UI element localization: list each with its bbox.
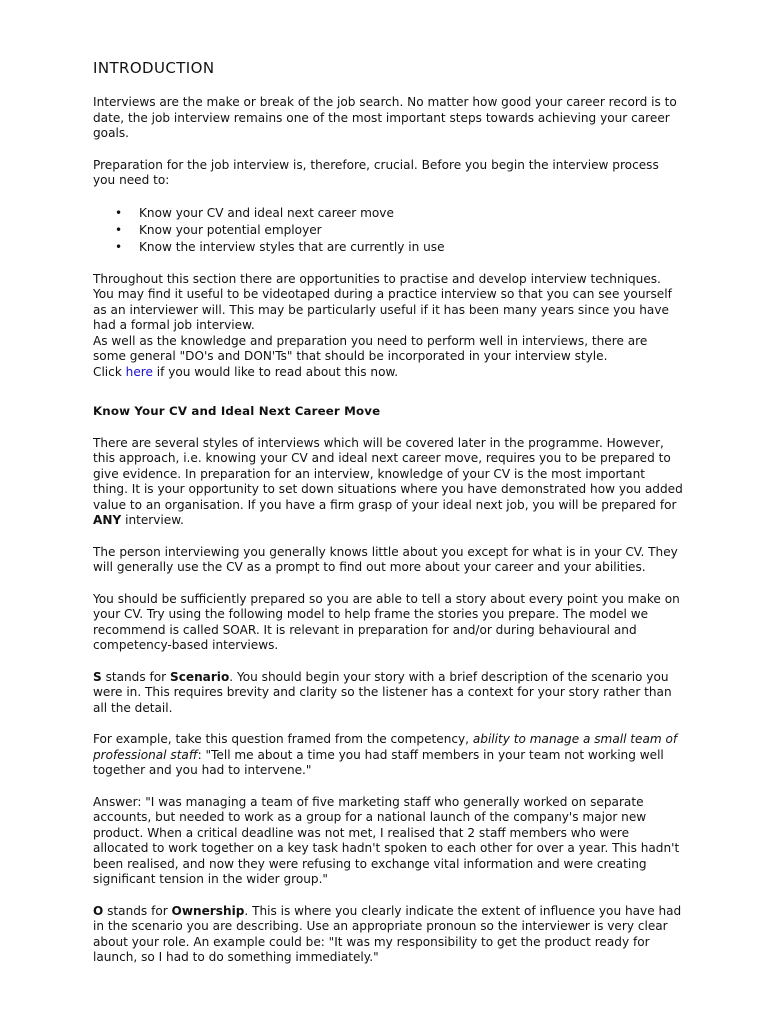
answer-paragraph: Answer: "I was managing a team of five marketing staff who generally worked on separate accounts, but needed to work as a group for a national launch of the company's major new product. When a critical deadline was not met, I realised that 2 staff members who were allocated to work together on a key task hadn't spoken to each other for over a year. This hadn't been realised, and now they were refusing to exchange vital information and were creating significant tension in the wider group." bbox=[93, 794, 680, 886]
click-suffix: if you would like to read about this now. bbox=[152, 364, 399, 379]
list-item bbox=[93, 222, 683, 239]
competency-italic: ability to manage a small team of professional staff bbox=[93, 732, 678, 762]
practise-paragraph: Throughout this section there are opportunities to practise and develop interview techniques. You may find it useful to be videotaped during a practice interview so that you can see yourself as an interviewer will. This may be particularly useful if it has been many years since you have had a formal job interview. bbox=[93, 271, 672, 332]
here-link[interactable]: here bbox=[125, 364, 153, 379]
list-item-text: Know the interview styles that are currently in use bbox=[139, 239, 445, 254]
o-stands-for: stands for bbox=[103, 903, 172, 918]
list-item-text: Know your CV and ideal next career move bbox=[139, 205, 394, 220]
example-question: : "Tell me about a time you had staff members in your team not working well together and you had to intervene." bbox=[93, 747, 664, 777]
click-here-paragraph bbox=[93, 365, 683, 381]
styles-text: There are several styles of interviews which will be covered later in the programme. However, this approach, i.e. knowing your CV and ideal next career move, requires you to be prepared to give evidence. In preparation for an interview, knowledge of your CV is the most important thing. It is your opportunity to set down situations where you have demonstrated how you added value to an organisation. If you have a firm grasp of your ideal next job, you will be prepared for bbox=[93, 435, 683, 512]
ownership-paragraph bbox=[93, 904, 683, 966]
example-prefix: For example, take this question framed from the competency, bbox=[93, 732, 473, 746]
section-heading: Know Your CV and Ideal Next Career Move bbox=[93, 404, 381, 418]
list-item bbox=[93, 239, 683, 256]
bullet-icon: • bbox=[115, 239, 123, 254]
list-item bbox=[93, 205, 683, 222]
s-stands-for: stands for bbox=[101, 669, 170, 684]
o-letter: O bbox=[93, 903, 104, 918]
ownership-term: Ownership bbox=[171, 903, 245, 918]
list-item-text: Know your potential employer bbox=[139, 222, 322, 237]
styles-text-end: interview. bbox=[121, 513, 184, 527]
example-paragraph bbox=[93, 732, 683, 779]
interview-styles-paragraph bbox=[93, 436, 683, 529]
s-letter: S bbox=[93, 669, 102, 684]
ownership-text: . This is where you clearly indicate the extent of influence you have had in the scenario you are describing. Use an appropriate pronoun so the interviewer is very clear about your role. An example could be: "It was my responsibility to get the product ready for launch, so I had to do something immediately." bbox=[93, 903, 682, 964]
preparation-paragraph: Preparation for the job interview is, therefore, crucial. Before you begin the interview process you need to: bbox=[93, 157, 659, 187]
dos-donts-paragraph: As well as the knowledge and preparation you need to perform well in interviews, there are some general "DO's and DON'Ts" that should be incorporated in your interview style. bbox=[93, 333, 648, 363]
intro-paragraph: Interviews are the make or break of the job search. No matter how good your career record is to date, the job interview remains one of the most important steps towards achieving your career goals. bbox=[93, 95, 677, 140]
interviewer-paragraph: The person interviewing you generally knows little about you except for what is in your CV. They will generally use the CV as a prompt to find out more about your career and your abilities. bbox=[93, 544, 678, 574]
click-prefix: Click bbox=[93, 364, 126, 379]
soar-paragraph: You should be sufficiently prepared so you are able to tell a story about every point you make on your CV. Try using the following model to help frame the stories you prepare. The model we recommend is called SOAR. It is relevant in preparation for and/or during behavioural and competency-based interviews. bbox=[93, 591, 680, 652]
bullet-icon: • bbox=[115, 222, 123, 237]
scenario-term: Scenario bbox=[169, 669, 230, 684]
scenario-paragraph bbox=[93, 670, 683, 717]
any-emphasis: ANY bbox=[93, 513, 122, 527]
scenario-text: . You should begin your story with a brief description of the scenario you were in. This requires brevity and clarity so the listener has a context for your story rather than all the detail. bbox=[93, 669, 672, 715]
preparation-list bbox=[93, 205, 683, 256]
page-title: INTRODUCTION bbox=[93, 59, 215, 77]
document-page bbox=[93, 58, 683, 982]
bullet-icon: • bbox=[115, 205, 123, 220]
